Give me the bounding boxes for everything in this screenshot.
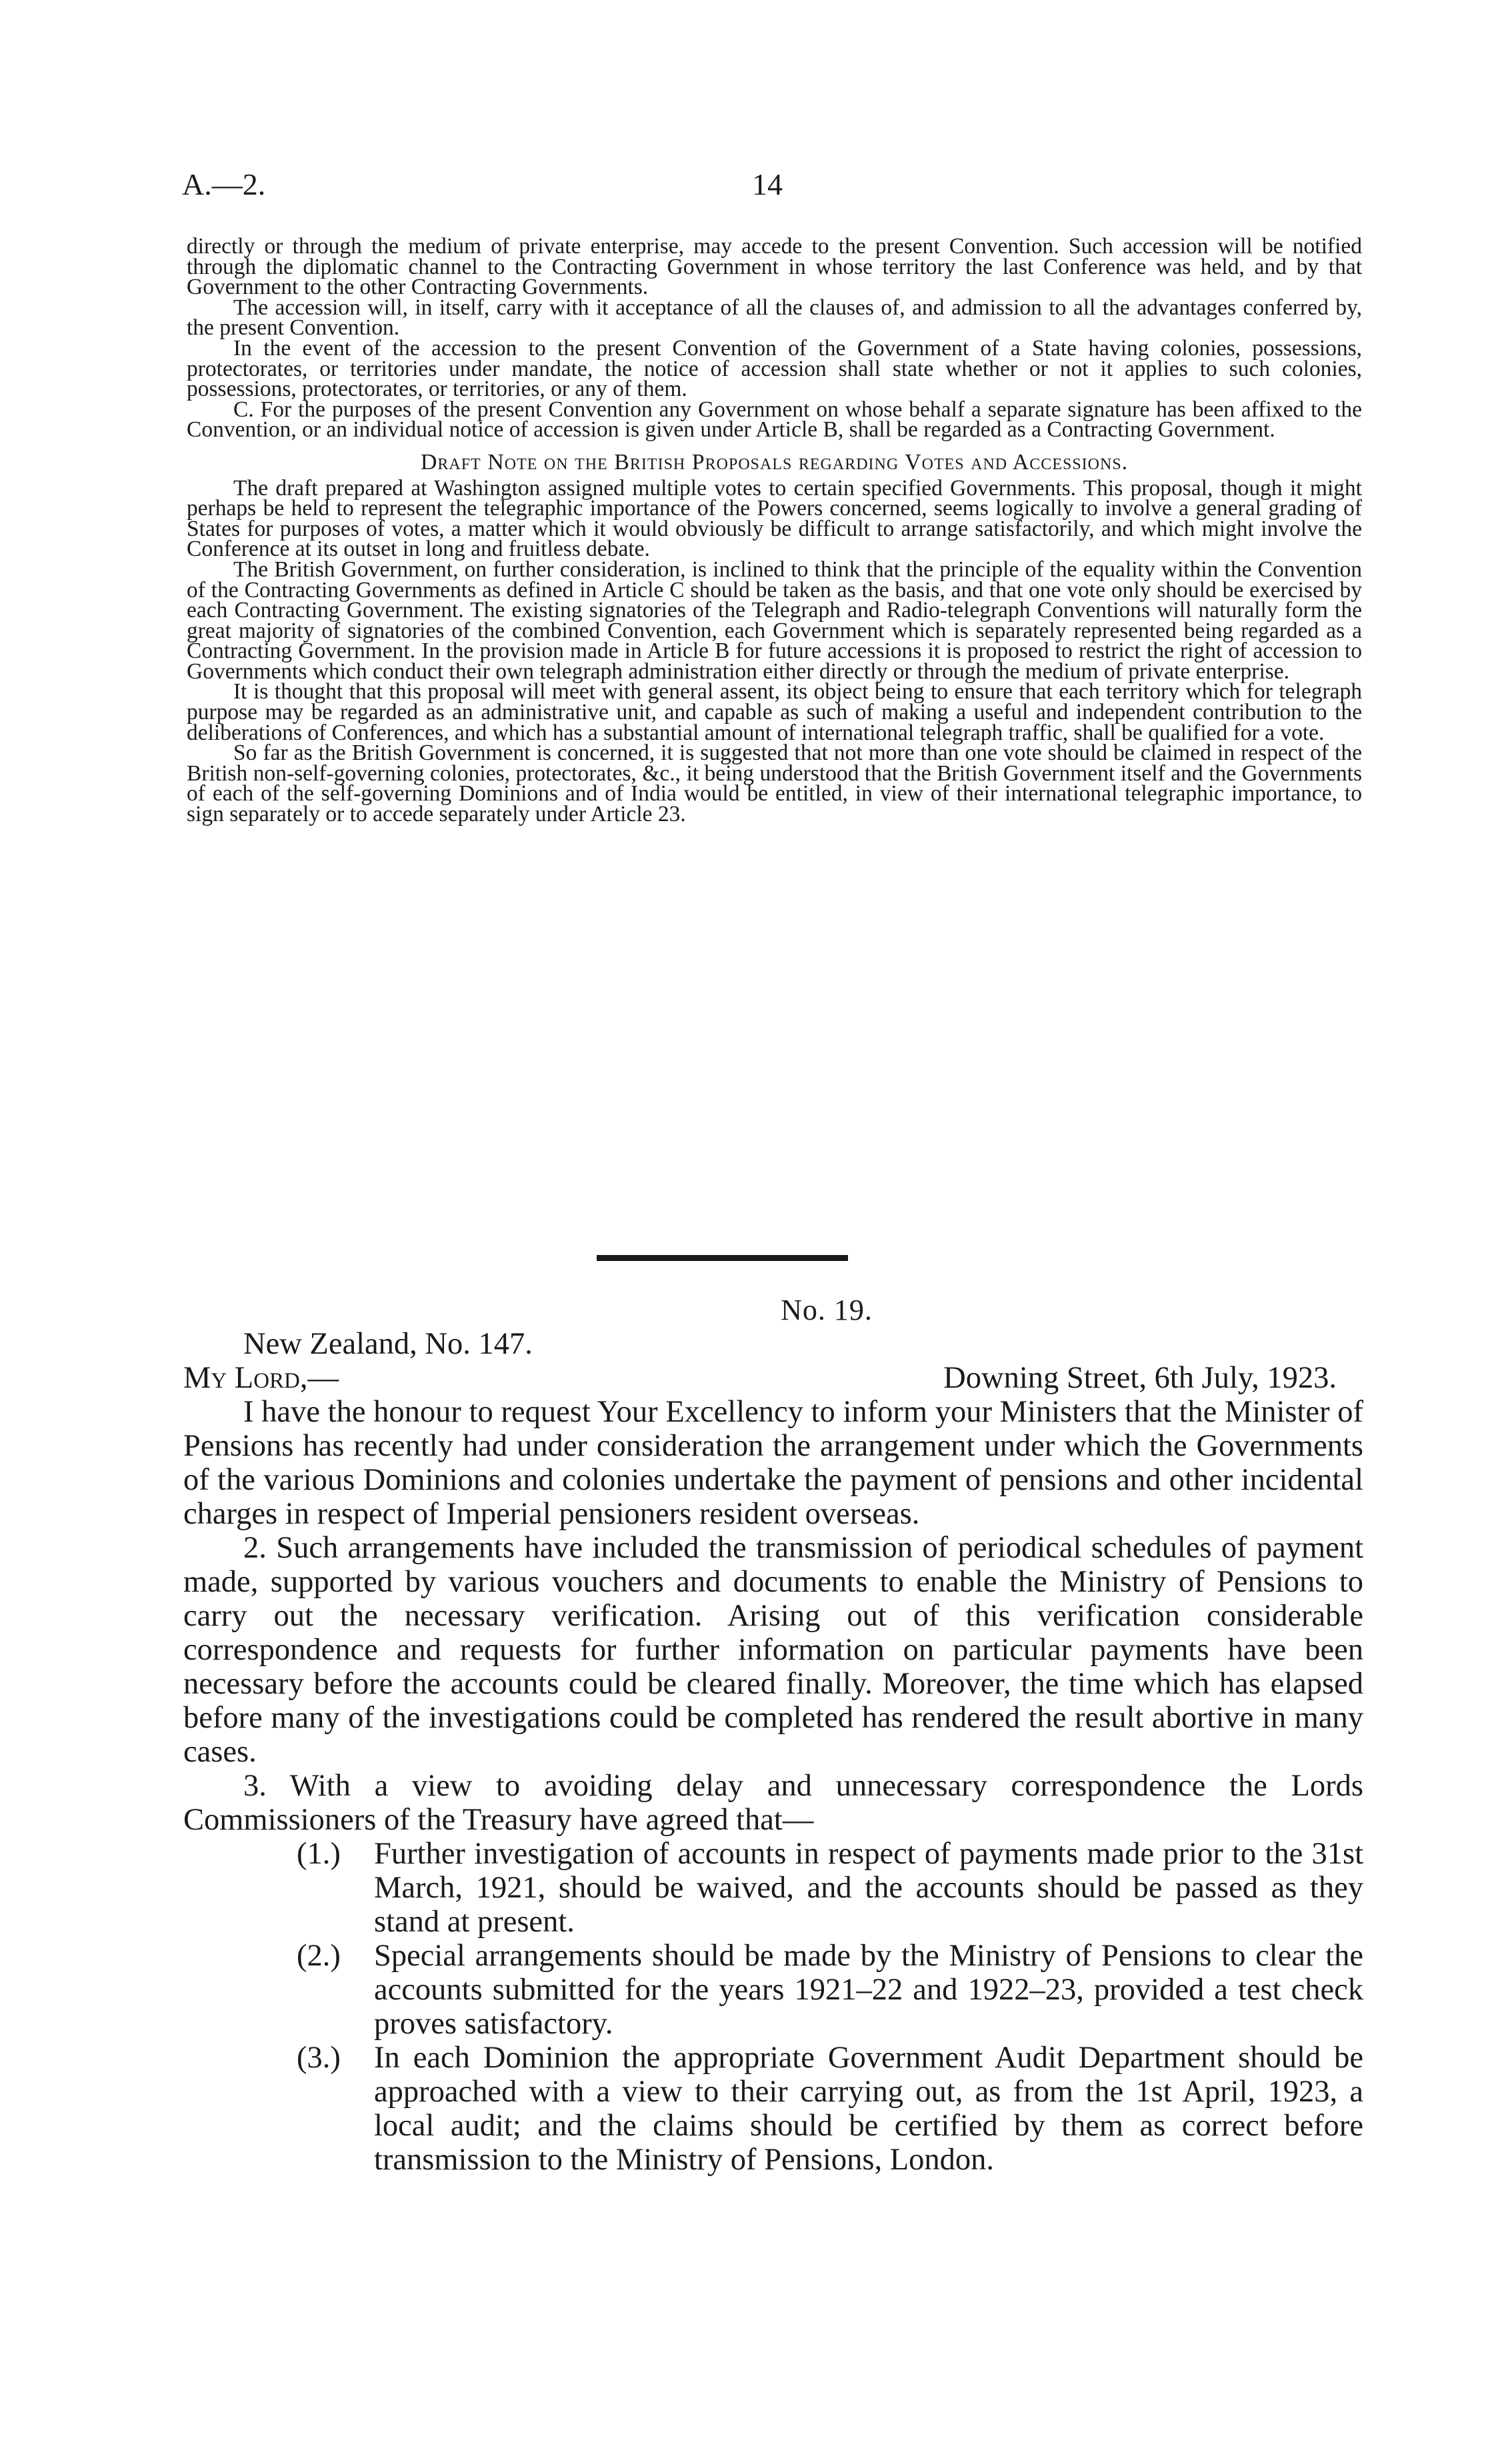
section-divider bbox=[597, 1255, 848, 1261]
list-item bbox=[297, 1939, 1363, 2041]
salutation-line bbox=[183, 1361, 1363, 1395]
letter-paragraph: I have the honour to request Your Excellency to inform your Ministers that the Minister of Pensions has recently had under consideration the arrangement under which the Governments of the various Dominions and colonies undertake the payment of pensions and other incidental charges in respect of Imperial pensioners resident overseas. bbox=[183, 1395, 1363, 1531]
list-item-text: In each Dominion the appropriate Government Audit Department should be approached with a view to their carrying out, as from the 1st April, 1923, a local audit; and the claims should be certified by them as correct before transmission to the Ministry of Pensions, London. bbox=[374, 2041, 1363, 2177]
paragraph: So far as the British Government is concerned, it is suggested that not more than one vote should be claimed in respect of the British non-self-governing colonies, protectorates, &c., it being understood that the British Government itself and the Governments of each of the self-governing Dominions and of India would be entitled, in view of their international telegraphic importance, to sign separately or to accede separately under Article 23. bbox=[187, 740, 1362, 827]
section-heading: Draft Note on the British Proposals regarding Votes and Accessions. bbox=[420, 449, 1129, 475]
list-item bbox=[297, 2041, 1363, 2177]
list-item-label: (1.) bbox=[297, 1837, 341, 1871]
convention-text-block bbox=[187, 234, 1362, 827]
letter-reference: New Zealand, No. 147. bbox=[243, 1327, 533, 1361]
paragraph: directly or through the medium of private enterprise, may accede to the present Convention. Such accession will be notified through the diplomatic channel to the Contracting Government in whose territory the last Conference was held, and by that Government to the other Contracting Governments. bbox=[187, 234, 1362, 300]
letter-block bbox=[183, 1293, 1363, 2177]
list-item-label: (2.) bbox=[297, 1939, 341, 1973]
list-item-text: Further investigation of accounts in respect of payments made prior to the 31st March, 1921, should be waived, and the accounts should be passed as they stand at present. bbox=[374, 1837, 1363, 1939]
list-item-text: Special arrangements should be made by the Ministry of Pensions to clear the accounts submitted for the years 1921–22 and 1922–23, provided a test check proves satisfactory. bbox=[374, 1939, 1363, 2041]
paragraph: In the event of the accession to the present Convention of the Government of a State having colonies, possessions, protectorates, or territories under mandate, the notice of accession shall state whether or not it applies to such colonies, possessions, protectorates, or territories, or any of them. bbox=[187, 335, 1362, 402]
paragraph: The British Government, on further consideration, is inclined to think that the principle of the equality within the Convention of the Contracting Governments as defined in Article C should be taken as the basis, and that one vote only should be exercised by each Contracting Government. The existing signatories of the Telegraph and Radio-telegraph Conventions will naturally form the great majority of signatories of the combined Convention, each Government which is separately represented being regarded as a Contracting Government. In the provision made in Article B for future accessions it is proposed to restrict the right of accession to Governments which conduct their own telegraph administration either directly or through the medium of private enterprise. bbox=[187, 557, 1362, 684]
numbered-list bbox=[297, 1837, 1363, 2177]
paragraph: C. For the purposes of the present Convention any Government on whose behalf a separate signature has been affixed to the Convention, or an individual notice of accession is given under Article B, shall be regarded as a Contracting Government. bbox=[187, 397, 1362, 443]
letter-paragraph: 2. Such arrangements have included the transmission of periodical schedules of payment made, supported by various vouchers and documents to enable the Ministry of Pensions to carry out the necessary verification. Arising out of this verification considerable correspondence and requests for further information on particular payments have been necessary before the accounts could be cleared finally. Moreover, the time which has elapsed before many of the investigations could be completed has rendered the result abortive in many cases. bbox=[183, 1531, 1363, 1769]
list-item bbox=[297, 1837, 1363, 1939]
paragraph: The accession will, in itself, carry with it acceptance of all the clauses of, and admission to all the advantages conferred by, the present Convention. bbox=[187, 295, 1362, 341]
salutation: My Lord,— bbox=[183, 1361, 339, 1395]
paper-reference: A.—2. bbox=[182, 167, 266, 201]
page-number: 14 bbox=[752, 167, 783, 201]
list-item-label: (3.) bbox=[297, 2041, 341, 2075]
paragraph: It is thought that this proposal will meet with general assent, its object being to ensure that each territory which for telegraph purpose may be regarded as an administrative unit, and capable as such of making a useful and independent contribution to the deliberations of Conferences, and which has a substantial amount of international telegraph traffic, shall be qualified for a vote. bbox=[187, 679, 1362, 745]
paragraph: The draft prepared at Washington assigned multiple votes to certain specified Governments. This proposal, though it might perhaps be held to represent the telegraphic importance of the Powers concerned, seems logically to involve a general grading of States for purposes of votes, a matter which it would obviously be difficult to arrange satisfactorily, and which might involve the Conference at its outset in long and fruitless debate. bbox=[187, 475, 1362, 562]
letter-number: No. 19. bbox=[781, 1294, 873, 1326]
letter-paragraph: 3. With a view to avoiding delay and unnecessary correspondence the Lords Commissioners of the Treasury have agreed that— bbox=[183, 1769, 1363, 1837]
address-date: Downing Street, 6th July, 1923. bbox=[943, 1361, 1337, 1395]
